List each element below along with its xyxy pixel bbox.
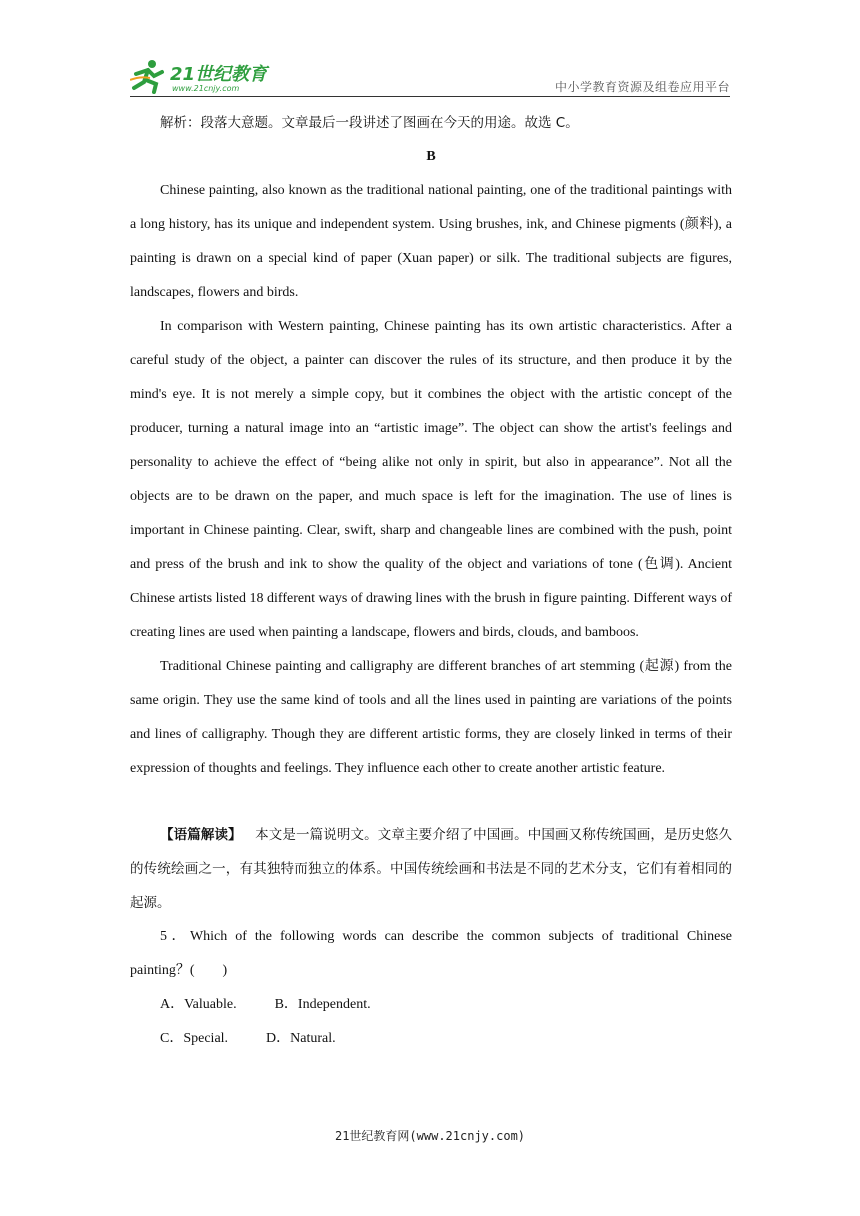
reading-text: 本文是一篇说明文。文章主要介绍了中国画。中国画又称传统国画，是历史悠久的传统绘画之一，有其独特而独立的体系。中国传统绘画和书法是不同的艺术分支，它们有着相同的起源。: [130, 827, 733, 911]
section-heading: B: [426, 149, 436, 164]
header-divider: [130, 96, 730, 97]
option-c[interactable]: C．Special.: [160, 1031, 229, 1046]
reading-label: 【语篇解读】: [160, 827, 242, 843]
options-row-1: [130, 988, 732, 1022]
option-a[interactable]: A．Valuable.: [160, 997, 237, 1012]
paragraph-2: In comparison with Western painting, Chinese painting has its own artistic characteristics. After a careful study of the object, a painter can discover the rules of its structure, and then produce it by the mind's eye. It is not merely a simple copy, but it combines the object with the artistic concept of the producer, turning a natural image into an “artistic image”. The object can show the artist's feelings and personality to achieve the effect of “being alike not only in spirit, but also in appearance”. Not all the objects are to be drawn on the paper, and much space is left for the imagination. The use of lines is important in Chinese painting. Clear, swift, sharp and changeable lines are combined with the push, point and press of the brush and ink to show the quality of the object and variations of tone (色调). Ancient Chinese artists listed 18 different ways of drawing lines with the brush in figure painting. Different ways of creating lines are used when painting a landscape, flowers and birds, clouds, and bamboos.: [130, 319, 732, 640]
reading-interpretation: [130, 818, 732, 920]
option-d[interactable]: D．Natural.: [266, 1031, 336, 1046]
paragraph-1: Chinese painting, also known as the traditional national painting, one of the traditional paintings with a long history, has its unique and independent system. Using brushes, ink, and Chinese pigments (颜料), a painting is drawn on a special kind of paper (Xuan paper) or silk. The traditional subjects are figures, landscapes, flowers and birds.: [130, 183, 732, 300]
options-row-2: [130, 1022, 732, 1056]
page-footer: 21世纪教育网(www.21cnjy.com): [334, 1129, 526, 1143]
option-b[interactable]: B．Independent.: [274, 997, 371, 1012]
logo-url: www.21cnjy.com: [172, 84, 240, 93]
page-header: [130, 58, 730, 98]
paragraph-3: Traditional Chinese painting and calligraphy are different branches of art stemming (起源) from the same origin. They use the same kind of tools and all the lines used in painting are variations of the points and lines of calligraphy. Though they are different artistic forms, they are closely linked in terms of their expression of thoughts and feelings. They influence each other to create another artistic feature.: [130, 659, 732, 776]
logo-text: 21世纪教育: [170, 64, 268, 85]
question-text: 5．Which of the following words can describe the common subjects of traditional Chinese painting？( ): [130, 929, 732, 978]
header-tagline: 中小学教育资源及组卷应用平台: [554, 80, 730, 94]
spacer: [130, 786, 732, 818]
runner-icon: [130, 60, 162, 92]
analysis-text: 解析：段落大意题。文章最后一段讲述了图画在今天的用途。故选 C。: [160, 115, 579, 131]
document-body: [130, 106, 732, 1056]
logo: [130, 58, 290, 94]
